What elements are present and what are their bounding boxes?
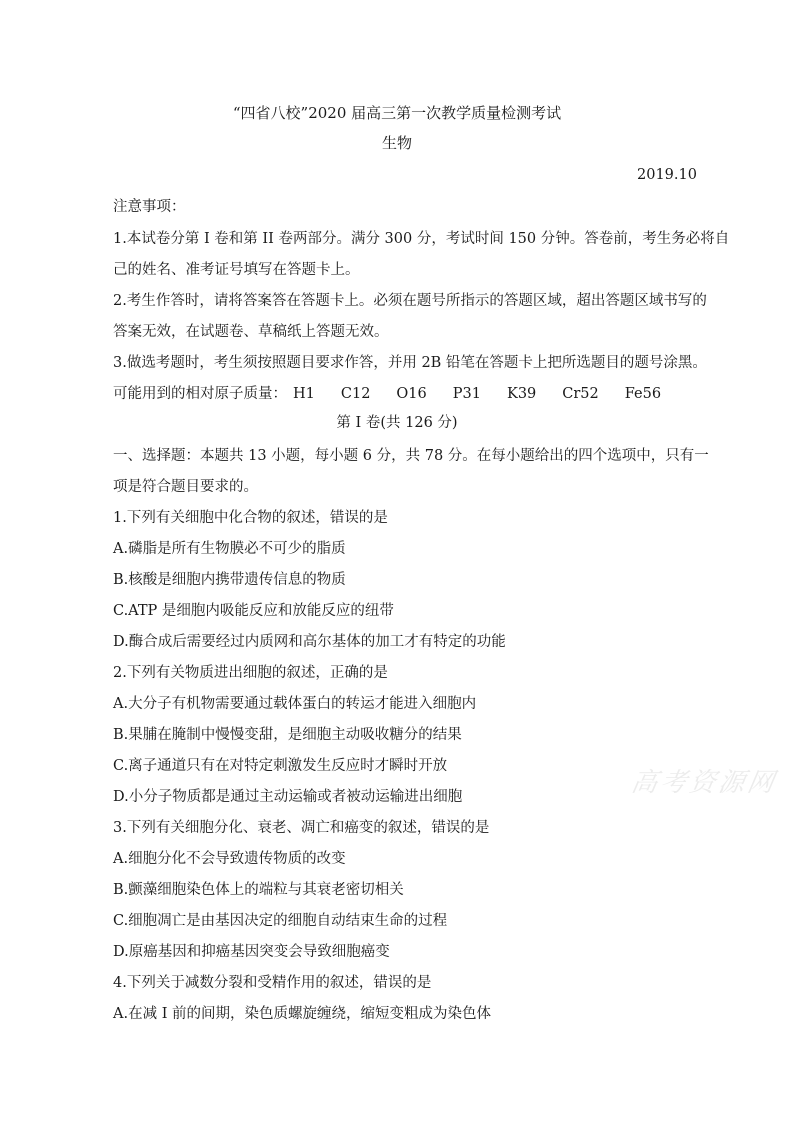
notice-item-3: 3.做选考题时，考生须按照题目要求作答，并用 2B 铅笔在答题卡上把所选题目的题号涂黑。 <box>113 355 707 371</box>
question-option: C.ATP 是细胞内吸能反应和放能反应的纽带 <box>113 603 394 619</box>
notice-item-1-line-1: 1.本试卷分第 I 卷和第 II 卷两部分。满分 300 分，考试时间 150 分钟。答卷前，考生务必将自 <box>113 231 730 247</box>
question-option: A.磷脂是所有生物膜必不可少的脂质 <box>113 541 346 557</box>
question-stem: 3.下列有关细胞分化、衰老、凋亡和癌变的叙述，错误的是 <box>113 820 490 836</box>
section-instructions-line-1: 一、选择题：本题共 13 小题，每小题 6 分，共 78 分。在每小题给出的四个选项中，只有一 <box>113 448 709 464</box>
atomic-mass-item: H1 <box>293 386 315 402</box>
atomic-mass-item: O16 <box>396 386 427 402</box>
atomic-mass-item: C12 <box>340 386 371 402</box>
question-option: B.核酸是细胞内携带遗传信息的物质 <box>113 572 346 588</box>
question-option: C.细胞凋亡是由基因决定的细胞自动结束生命的过程 <box>113 913 448 929</box>
exam-date: 2019.10 <box>637 167 697 183</box>
atomic-masses <box>113 385 661 403</box>
question-stem: 2.下列有关物质进出细胞的叙述，正确的是 <box>113 665 388 681</box>
atomic-mass-item: Cr52 <box>562 386 599 402</box>
section-instructions-line-2: 项是符合题目要求的。 <box>113 479 258 495</box>
atomic-mass-item: P31 <box>452 386 481 402</box>
exam-title: “四省八校”2020 届高三第一次教学质量检测考试 <box>232 104 562 122</box>
atomic-mass-item: Fe56 <box>624 386 662 402</box>
question-option: D.小分子物质都是通过主动运输或者被动运输进出细胞 <box>113 789 463 805</box>
atomic-mass-item: K39 <box>506 386 537 402</box>
question-option: A.大分子有机物需要通过载体蛋白的转运才能进入细胞内 <box>113 696 477 712</box>
question-option: B.果脯在腌制中慢慢变甜，是细胞主动吸收糖分的结果 <box>113 727 462 743</box>
question-option: A.在减 I 前的间期，染色质螺旋缠绕，缩短变粗成为染色体 <box>113 1006 492 1022</box>
question-option: D.原癌基因和抑癌基因突变会导致细胞癌变 <box>113 944 390 960</box>
notice-heading: 注意事项： <box>113 199 186 215</box>
section-title: 第 I 卷(共 126 分) <box>336 415 458 431</box>
question-stem: 1.下列有关细胞中化合物的叙述，错误的是 <box>113 510 388 526</box>
notice-item-1-line-2: 己的姓名、准考证号填写在答题卡上。 <box>113 262 360 278</box>
question-option: D.酶合成后需要经过内质网和高尔基体的加工才有特定的功能 <box>113 634 506 650</box>
question-stem: 4.下列关于减数分裂和受精作用的叙述，错误的是 <box>113 975 432 991</box>
notice-item-2-line-1: 2.考生作答时，请将答案答在答题卡上。必须在题号所指示的答题区域，超出答题区域书写的 <box>113 293 707 309</box>
atomic-masses-label: 可能用到的相对原子质量： <box>113 386 287 402</box>
question-option: C.离子通道只有在对特定刺激发生反应时才瞬时开放 <box>113 758 448 774</box>
notice-item-2-line-2: 答案无效，在试题卷、草稿纸上答题无效。 <box>113 324 389 340</box>
question-option: A.细胞分化不会导致遗传物质的改变 <box>113 851 346 867</box>
subject-title: 生物 <box>381 134 412 152</box>
watermark: 高考资源网 <box>628 768 780 798</box>
question-option: B.颤藻细胞染色体上的端粒与其衰老密切相关 <box>113 882 404 898</box>
